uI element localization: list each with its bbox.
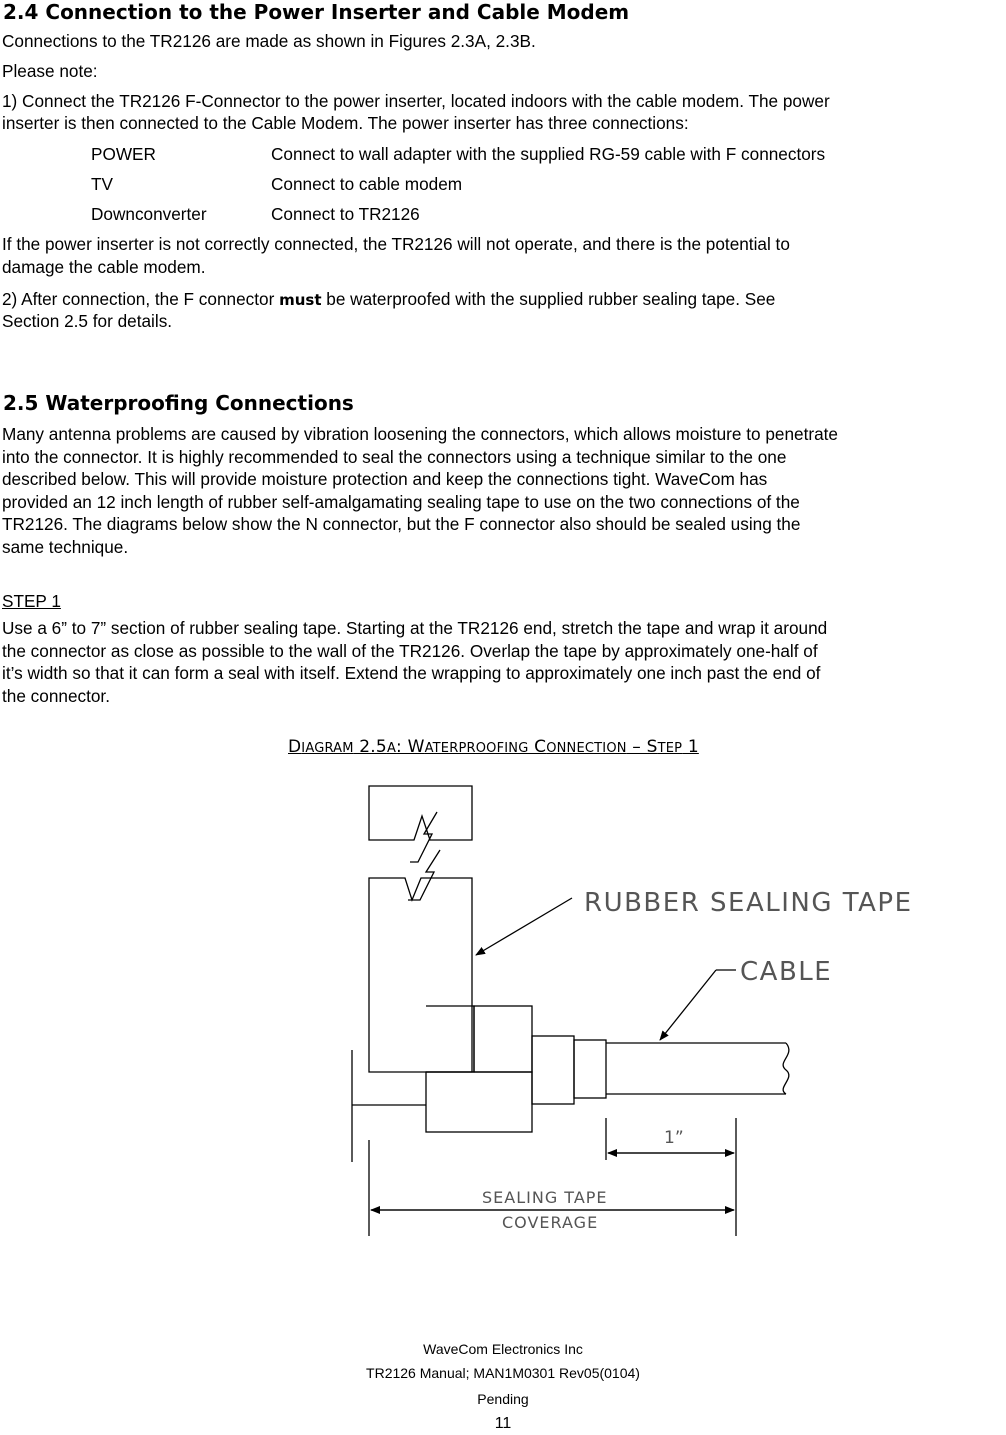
must-emphasis: must (279, 291, 322, 309)
connection-desc: Connect to wall adapter with the supplied RG-59 cable with F connectors (271, 144, 826, 164)
caption-part: – S (626, 737, 658, 757)
caption-part: : W (396, 737, 425, 757)
paragraph-line: Use a 6” to 7” section of rubber sealing tape. Starting at the TR2126 end, stretch the tape and wrap it around (2, 618, 828, 638)
item-1-line-2: inserter is then connected to the Cable Modem. The power inserter has three connections: (2, 113, 689, 133)
connection-name: Downconverter (91, 204, 207, 224)
caption-part: IAGRAM (301, 741, 354, 756)
paragraph-line: described below. This will provide moisture protection and keep the connections tight. WaveCom has (2, 469, 768, 489)
connection-desc: Connect to cable modem (271, 174, 463, 194)
paragraph-line: into the connector. It is highly recommended to seal the connectors using a technique similar to the one (2, 446, 787, 467)
label-sealing-tape: SEALING TAPE (482, 1188, 608, 1207)
paragraph-line: TR2126. The diagrams below show the N connector, but the F connector also should be sealed using the (2, 514, 801, 534)
connection-name: POWER (91, 144, 156, 164)
caption-part: C (528, 737, 547, 757)
caption-part: ATERPROOFING (424, 741, 529, 756)
tape-leader-arrow (476, 898, 572, 955)
item-2-text: 2) After connection, the F connector (2, 289, 280, 309)
paragraph-line: the connector as close as possible to the wall of the TR2126. Overlap the tape by approximately one-half of (2, 640, 818, 661)
connector-nut (426, 1072, 532, 1132)
label-cable: CABLE (740, 957, 833, 987)
step-1-title: STEP 1 (2, 591, 61, 611)
caption-part: ONNECTION (546, 741, 627, 756)
section-2-4-intro: Connections to the TR2126 are made as shown in Figures 2.3A, 2.3B. (2, 31, 536, 51)
caption-part: 1 (682, 737, 699, 757)
footer-status: Pending (477, 1391, 529, 1407)
paragraph-line: it’s width so that it can form a seal with itself. Extend the wrapping to approximately one inch past the end of (2, 663, 821, 683)
caption-part: A (386, 741, 397, 756)
connection-desc: Connect to TR2126 (271, 204, 420, 224)
warning-line-1: If the power inserter is not correctly connected, the TR2126 will not operate, and there is the potential to (2, 234, 790, 254)
sealing-tape-end (574, 1040, 606, 1098)
label-rubber-sealing-tape: RUBBER SEALING TAPE (584, 888, 913, 918)
paragraph-line: same technique. (2, 536, 129, 557)
paragraph-line: provided an 12 inch length of rubber self-amalgamating sealing tape to use on the two connections of the (2, 491, 800, 512)
label-one-inch: 1” (664, 1128, 684, 1148)
please-note: Please note: (2, 61, 98, 81)
page-number: 11 (494, 1415, 512, 1432)
label-coverage: COVERAGE (502, 1213, 599, 1232)
paragraph-line: the connector. (2, 685, 110, 706)
connection-name: TV (91, 174, 113, 194)
caption-part: TEP (657, 741, 683, 756)
footer-company: WaveCom Electronics Inc (423, 1341, 583, 1357)
connector-ferrule (532, 1036, 574, 1104)
paragraph-line: Many antenna problems are caused by vibration loosening the connectors, which allows moisture to penetrate (2, 424, 838, 444)
connector-body-top (369, 786, 472, 840)
connector-body (369, 878, 472, 1072)
section-2-5-heading: 2.5 Waterproofing Connections (3, 391, 354, 415)
item-1-line-1: 1) Connect the TR2126 F-Connector to the power inserter, located indoors with the cable modem. The power (2, 91, 830, 111)
warning-line-2: damage the cable modem. (2, 257, 206, 277)
footer-manual: TR2126 Manual; MAN1M0301 Rev05(0104) (366, 1365, 640, 1381)
caption-part: D (288, 737, 302, 757)
section-2-4-heading: 2.4 Connection to the Power Inserter and Cable Modem (3, 0, 630, 24)
item-2-text: be waterproofed with the supplied rubber sealing tape. See (321, 289, 776, 309)
item-2-line-2: Section 2.5 for details. (2, 311, 173, 331)
caption-part: 2.5 (353, 737, 387, 757)
